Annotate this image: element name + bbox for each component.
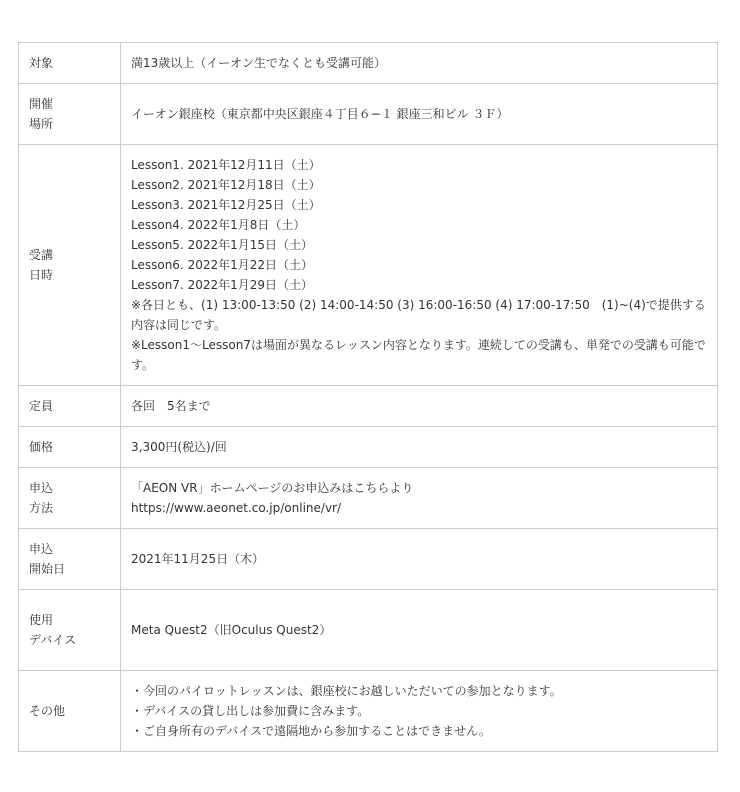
value-line: イーオン銀座校（東京都中央区銀座４丁目６−１ 銀座三和ビル ３Ｆ） [131, 107, 509, 121]
note-item: ・ご自身所有のデバイスで遠隔地から参加することはできません。 [131, 724, 491, 738]
row-label [19, 145, 121, 386]
row-other [19, 671, 718, 752]
row-value [121, 145, 718, 386]
row-value [121, 671, 718, 752]
value-line: Meta Quest2（旧Oculus Quest2） [131, 623, 332, 637]
label-line: 対象 [29, 56, 54, 70]
row-value [121, 386, 718, 427]
lesson-date: Lesson7. 2022年1月29日（土） [131, 278, 314, 292]
row-label [19, 84, 121, 145]
value-line: 各回 5名まで [131, 399, 211, 413]
row-label [19, 427, 121, 468]
schedule-note: ※Lesson1〜Lesson7は場面が異なるレッスン内容となります。連続しての受講も、単発での受講も可能です。 [131, 338, 706, 372]
value-line: 2021年11月25日（木） [131, 552, 265, 566]
row-label [19, 529, 121, 590]
label-line: 開始日 [29, 562, 66, 576]
row-schedule [19, 145, 718, 386]
lesson-date: Lesson1. 2021年12月11日（土） [131, 158, 321, 172]
label-line: 開催 [29, 97, 54, 111]
row-venue [19, 84, 718, 145]
label-line: 場所 [29, 117, 54, 131]
row-label [19, 468, 121, 529]
lesson-date: Lesson3. 2021年12月25日（土） [131, 198, 321, 212]
label-line: 申込 [29, 481, 54, 495]
value-line: 3,300円(税込)/回 [131, 440, 227, 454]
row-label [19, 43, 121, 84]
label-line: 定員 [29, 399, 54, 413]
application-url-link[interactable]: https://www.aeonet.co.jp/online/vr/ [131, 501, 342, 515]
row-label [19, 671, 121, 752]
row-application-start [19, 529, 718, 590]
label-line: その他 [29, 704, 66, 718]
row-label [19, 386, 121, 427]
label-line: 使用 [29, 613, 54, 627]
label-line: 日時 [29, 268, 54, 282]
row-value [121, 590, 718, 671]
lesson-date: Lesson6. 2022年1月22日（土） [131, 258, 314, 272]
row-value [121, 468, 718, 529]
row-device [19, 590, 718, 671]
row-price [19, 427, 718, 468]
row-value [121, 84, 718, 145]
row-application-method [19, 468, 718, 529]
lesson-date: Lesson4. 2022年1月8日（土） [131, 218, 306, 232]
label-line: デバイス [29, 633, 77, 647]
lesson-date: Lesson2. 2021年12月18日（土） [131, 178, 321, 192]
label-line: 方法 [29, 501, 54, 515]
note-item: ・今回のパイロットレッスンは、銀座校にお越しいただいての参加となります。 [131, 684, 562, 698]
event-info-table [18, 42, 718, 752]
value-line: 満13歳以上（イーオン生でなくとも受講可能） [131, 56, 387, 70]
schedule-note: ※各日とも、(1) 13:00-13:50 (2) 14:00-14:50 (3) 16:00-16:50 (4) 17:00-17:50 (1)~(4)で提供する内容は同じです。 [131, 298, 706, 332]
note-item: ・デバイスの貸し出しは参加費に含みます。 [131, 704, 370, 718]
row-target [19, 43, 718, 84]
row-label [19, 590, 121, 671]
label-line: 受講 [29, 248, 54, 262]
label-line: 申込 [29, 542, 54, 556]
value-line: 「AEON VR」ホームページのお申込みはこちらより [131, 481, 414, 495]
row-value [121, 43, 718, 84]
row-capacity [19, 386, 718, 427]
lesson-date: Lesson5. 2022年1月15日（土） [131, 238, 314, 252]
row-value [121, 529, 718, 590]
label-line: 価格 [29, 440, 54, 454]
row-value [121, 427, 718, 468]
